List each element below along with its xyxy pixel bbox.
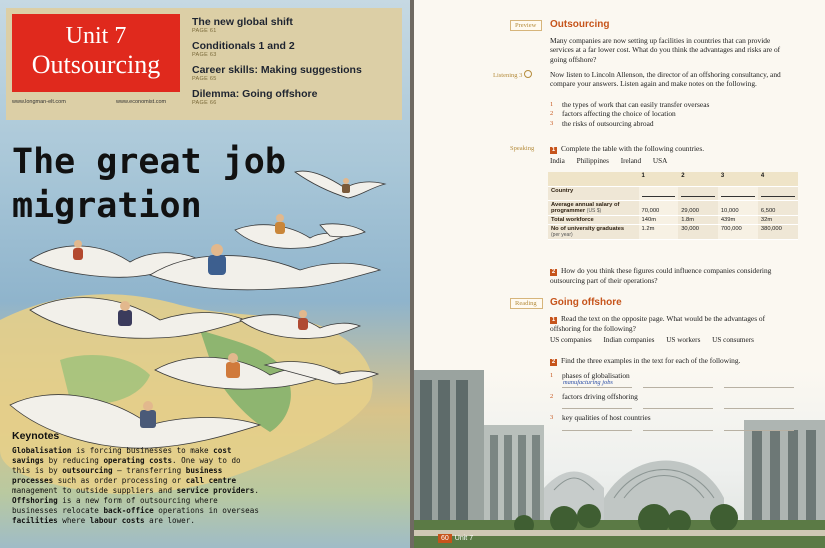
- answer-line[interactable]: [562, 387, 632, 388]
- table-row: [548, 216, 798, 225]
- country-option: USA: [652, 157, 668, 165]
- contents-item-title: Career skills: Making suggestions: [192, 64, 362, 76]
- unit-header: [6, 8, 402, 120]
- section-label-speaking: Speaking: [510, 145, 535, 152]
- audio-cd-icon: [524, 70, 532, 78]
- table-cell: 30,000: [678, 225, 718, 240]
- footer-unit: Unit 7: [454, 535, 474, 542]
- table-cell[interactable]: [639, 187, 679, 201]
- table-cell[interactable]: [678, 187, 718, 201]
- contents-item-title: The new global shift: [192, 16, 293, 28]
- keynotes-run: operations in overseas: [153, 506, 259, 515]
- exercise-instruction: Find the three examples in the text for each of the following.: [561, 356, 741, 365]
- list-item: [550, 392, 795, 413]
- unit-title-box: [12, 14, 180, 92]
- table-cell: 32m: [758, 216, 798, 225]
- exercise-number: 2: [551, 269, 556, 275]
- row-label-unit: (per year): [551, 232, 573, 238]
- list-item-number: 2: [550, 393, 554, 400]
- table-row: [548, 201, 798, 216]
- keynotes-run: .: [254, 486, 259, 495]
- table-cell[interactable]: [718, 187, 758, 201]
- table-row-label: [548, 201, 639, 216]
- list-item-number: 1: [550, 372, 554, 379]
- table-col-header: 3: [718, 172, 758, 187]
- unit-contents: [192, 16, 398, 112]
- contents-item: [192, 88, 398, 106]
- contents-item: [192, 16, 398, 34]
- table-row: [548, 187, 798, 201]
- feature-title-line1: The great job: [12, 142, 286, 182]
- country-data-table: [548, 172, 798, 240]
- keynotes-box: [12, 430, 262, 526]
- country-option: Philippines: [576, 157, 609, 165]
- answer-line[interactable]: [724, 430, 794, 431]
- preview-question: Many companies are now setting up facilities in countries that can provide services at a far lower cost. What do you think the advantages and risks are of going offshore?: [550, 36, 781, 64]
- table-header-empty: [548, 172, 639, 187]
- answer-line[interactable]: [562, 430, 632, 431]
- section-label-reading: Reading: [510, 298, 543, 309]
- feature-title-line2: migration: [12, 186, 202, 226]
- unit-name: Outsourcing: [31, 50, 161, 79]
- stakeholder-option: US workers: [666, 336, 701, 344]
- contents-item-title: Conditionals 1 and 2: [192, 40, 295, 52]
- table-cell[interactable]: [758, 187, 798, 201]
- keyterm: cost savings: [12, 446, 232, 465]
- list-item-text: phases of globalisation: [562, 371, 630, 380]
- keynotes-run: such as order processing or: [53, 476, 186, 485]
- keyterm: service providers: [176, 486, 255, 495]
- list-item: [550, 109, 795, 118]
- row-label-text: No of university graduates: [551, 226, 625, 232]
- listening-label-text: Listening 3: [493, 72, 523, 79]
- keyterm: operating costs: [103, 456, 173, 465]
- listening-instructions: Now listen to Lincoln Allenson, the director of an offshoring consultancy, and compare your answers. Listen again and make notes on the following.: [550, 70, 781, 89]
- stakeholder-word-box: [550, 336, 764, 344]
- economist-url: www.economist.com: [116, 99, 167, 105]
- speaking-exercise-1: [550, 144, 795, 154]
- country-option: Ireland: [620, 157, 642, 165]
- keyterm: call centre: [185, 476, 237, 485]
- table-cell: 29,000: [678, 201, 718, 216]
- list-item-number: 3: [550, 414, 554, 421]
- answer-line[interactable]: [562, 408, 632, 409]
- exercise-instruction: Read the text on the opposite page. What would be the advantages of offshoring for the following?: [550, 314, 766, 333]
- row-label-unit: (US $): [586, 208, 602, 214]
- list-item-number: 2: [550, 110, 554, 118]
- keyterm: facilities: [12, 516, 58, 525]
- keynotes-run: where: [57, 516, 90, 525]
- keyterm: business processes: [12, 466, 223, 485]
- keyterm: outsourcing: [62, 466, 113, 475]
- exercise-number: 1: [551, 317, 556, 323]
- answer-line[interactable]: [643, 387, 713, 388]
- keynotes-run: are lower.: [144, 516, 195, 525]
- section-heading-going-offshore: Going offshore: [550, 297, 622, 308]
- keyterm: back-office: [103, 506, 154, 515]
- table-cell: 6,500: [758, 201, 798, 216]
- stakeholder-option: US consumers: [712, 336, 754, 344]
- section-label-preview: Preview: [510, 20, 542, 31]
- list-item-text: the risks of outsourcing abroad: [562, 118, 654, 128]
- list-item: [550, 413, 795, 422]
- table-cell: 140m: [639, 216, 679, 225]
- keynotes-run: – transferring: [112, 466, 186, 475]
- reading-exercise-2: [550, 356, 795, 366]
- left-page-unit-cover: [0, 0, 410, 548]
- contents-item-page: PAGE 66: [192, 100, 217, 106]
- exercise-instruction: How do you think these figures could influence companies considering outsourcing part of their operations?: [550, 266, 772, 285]
- listening-notes-list: [550, 100, 795, 128]
- contents-item: [192, 40, 398, 58]
- keyterm: Offshoring: [12, 496, 58, 505]
- page-number: 60: [438, 534, 452, 543]
- table-col-header: 1: [639, 172, 679, 187]
- table-cell: 70,000: [639, 201, 679, 216]
- page-footer: [438, 535, 473, 542]
- contents-item-page: PAGE 63: [192, 52, 217, 58]
- keynotes-run: management to outside suppliers and: [12, 486, 177, 495]
- keynotes-heading: Keynotes: [12, 430, 60, 442]
- section-heading-outsourcing: Outsourcing: [550, 19, 610, 30]
- list-item-text: the types of work that can easily transfer overseas: [562, 100, 710, 109]
- table-col-header: 4: [758, 172, 798, 187]
- keyterm: labour costs: [89, 516, 145, 525]
- table-row-label: [548, 225, 639, 240]
- table-cell: 700,000: [718, 225, 758, 240]
- table-cell: 380,000: [758, 225, 798, 240]
- country-word-box: [550, 157, 677, 165]
- row-label-text: Average annual salary of programmer: [551, 202, 620, 214]
- answer-line[interactable]: [643, 408, 713, 409]
- stakeholder-option: US companies: [550, 336, 592, 344]
- table-cell: 439m: [718, 216, 758, 225]
- reading-exercise-1: [550, 314, 795, 333]
- keynotes-run: is forcing businesses to make: [71, 446, 214, 455]
- keynotes-run: by reducing: [44, 456, 104, 465]
- handwritten-answer: manufacturing jobs: [563, 379, 613, 386]
- table-row-label: Country: [548, 187, 639, 201]
- answer-line[interactable]: [724, 408, 794, 409]
- list-item-number: 1: [550, 101, 554, 108]
- exercise-instruction: Complete the table with the following countries.: [561, 144, 705, 153]
- keynotes-text: [12, 446, 262, 526]
- table-cell: 1.2m: [639, 225, 679, 240]
- table-cell: 10,000: [718, 201, 758, 216]
- table-col-header: 2: [678, 172, 718, 187]
- contents-item-page: PAGE 65: [192, 76, 217, 82]
- table-cell: 1.8m: [678, 216, 718, 225]
- feature-title: [12, 140, 402, 228]
- table-row-label: Total workforce: [548, 216, 639, 225]
- stakeholder-option: Indian companies: [603, 336, 655, 344]
- keyterm: Globalisation: [12, 446, 72, 455]
- list-item-text: factors driving offshoring: [562, 392, 638, 401]
- keynotes-run: is a new form of outsourcing where businesses relocate: [12, 496, 218, 515]
- section-label-listening: [493, 70, 532, 79]
- list-item-text: key qualities of host countries: [562, 413, 651, 422]
- keynotes-run: . One way to do this is by: [12, 456, 241, 475]
- exercise-number: 2: [551, 359, 556, 365]
- contents-item-page: PAGE 61: [192, 28, 217, 34]
- list-item-text: factors affecting the choice of location: [562, 109, 676, 119]
- list-item-number: 3: [550, 119, 554, 127]
- country-option: India: [550, 157, 565, 165]
- list-item: [550, 100, 795, 109]
- speaking-exercise-2: [550, 266, 795, 285]
- table-row: [548, 225, 798, 240]
- exercise-number: 1: [551, 147, 556, 153]
- longman-url: www.longman-elt.com: [12, 99, 66, 105]
- unit-number: Unit 7: [65, 23, 127, 49]
- contents-item-title: Dilemma: Going offshore: [192, 88, 318, 100]
- answer-line[interactable]: [643, 430, 713, 431]
- contents-item: [192, 64, 398, 82]
- table-header-row: [548, 172, 798, 187]
- answer-line[interactable]: [724, 387, 794, 388]
- list-item: [550, 119, 795, 128]
